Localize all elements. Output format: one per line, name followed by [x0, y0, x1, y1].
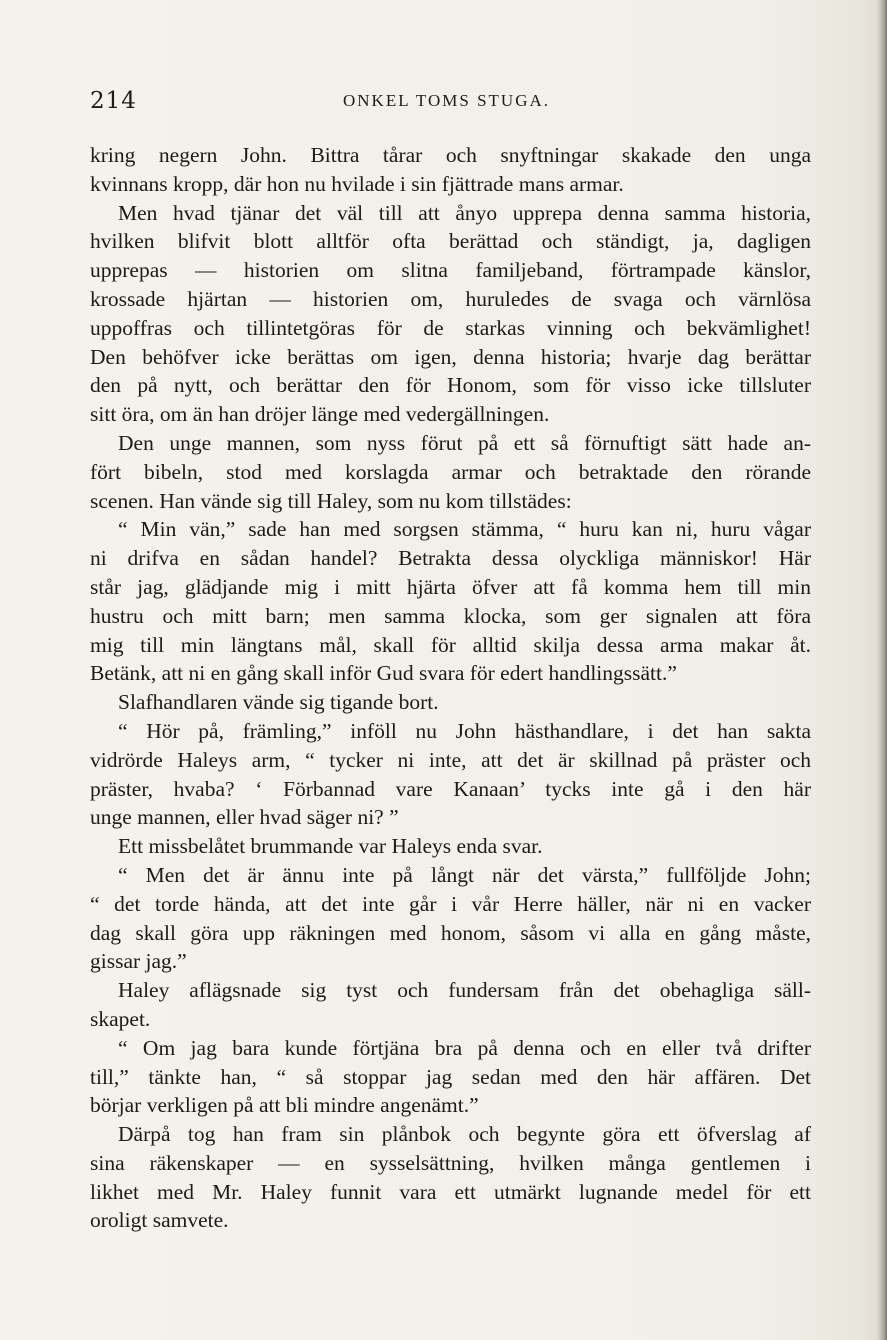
text-line: Den unge mannen, som nyss förut på ett så förnuftigt sätt hade an-: [118, 430, 811, 455]
text-line: står jag, glädjande mig i mitt hjärta öfver att få komma hem till min: [90, 574, 811, 599]
text-line: sina räkenskaper — en sysselsättning, hvilken många gentlemen i: [90, 1150, 811, 1175]
page-header: [90, 88, 790, 118]
text-line: “ det torde hända, att det inte går i vår Herre häller, när ni en vacker: [90, 891, 811, 916]
text-line: upprepas — historien om slitna familjeband, förtrampade känslor,: [90, 258, 811, 283]
text-line: scenen. Han vände sig till Haley, som nu kom tillstädes:: [90, 488, 572, 513]
text-line: kvinnans kropp, där hon nu hvilade i sin fjättrade mans armar.: [90, 171, 624, 196]
text-line: till,” tänkte han, “ så stoppar jag sedan med den här affären. Det: [90, 1064, 811, 1089]
text-line: den på nytt, och berättar den för Honom, som för visso icke tillsluter: [90, 373, 811, 398]
body-text: [90, 141, 811, 1235]
text-line: uppoffras och tillintetgöras för de starkas vinning och bekvämlighet!: [90, 315, 811, 340]
text-line: “ Men det är ännu inte på långt när det värsta,” fullföljde John;: [118, 862, 811, 887]
text-line: unge mannen, eller hvad säger ni? ”: [90, 805, 399, 830]
text-line: “ Min vän,” sade han med sorgsen stämma, “ huru kan ni, huru vågar: [118, 517, 811, 542]
text-line: krossade hjärtan — historien om, huruledes de svaga och värnlösa: [90, 286, 811, 311]
page-edge-shadow: [877, 0, 887, 1340]
text-line: sitt öra, om än han dröjer länge med vedergällningen.: [90, 402, 550, 427]
text-line: likhet med Mr. Haley funnit vara ett utmärkt lugnande medel för ett: [90, 1179, 811, 1204]
text-line: dag skall göra upp räkningen med honom, såsom vi alla en gång måste,: [90, 920, 811, 945]
text-line: vidrörde Haleys arm, “ tycker ni inte, att det är skillnad på präster och: [90, 747, 811, 772]
text-line: gissar jag.”: [90, 949, 187, 974]
text-line: Ett missbelåtet brummande var Haleys enda svar.: [118, 834, 543, 859]
text-line: hvilken blifvit blott alltför ofta berättad och ständigt, ja, dagligen: [90, 229, 811, 254]
text-line: skapet.: [90, 1006, 151, 1031]
running-title: ONKEL TOMS STUGA.: [343, 91, 551, 110]
text-line: börjar verkligen på att bli mindre angenämt.”: [90, 1093, 479, 1118]
text-line: Betänk, att ni en gång skall inför Gud svara för edert handlingssätt.”: [90, 661, 677, 686]
text-line: oroligt samvete.: [90, 1208, 229, 1233]
text-line: ni drifva en sådan handel? Betrakta dessa olyckliga människor! Här: [90, 546, 811, 571]
text-line: mig till min längtans mål, skall för alltid skilja dessa arma makar åt.: [90, 632, 811, 657]
text-line: “ Hör på, främling,” inföll nu John hästhandlare, i det han sakta: [118, 718, 811, 743]
text-line: Därpå tog han fram sin plånbok och begynte göra ett öfverslag af: [118, 1122, 811, 1147]
text-line: Haley aflägsnade sig tyst och fundersam från det obehagliga säll-: [118, 978, 811, 1003]
text-line: Den behöfver icke berättas om igen, denna historia; hvarje dag berättar: [90, 344, 811, 369]
page-number: 214: [90, 88, 137, 114]
text-line: “ Om jag bara kunde förtjäna bra på denna och en eller två drifter: [118, 1035, 811, 1060]
text-line: fört bibeln, stod med korslagda armar och betraktade den rörande: [90, 459, 811, 484]
text-line: kring negern John. Bittra tårar och snyftningar skakade den unga: [90, 143, 811, 167]
text-line: präster, hvaba? ‘ Förbannad vare Kanaan’ tycks inte gå i den här: [90, 776, 811, 801]
text-line: hustru och mitt barn; men samma klocka, som ger signalen att föra: [90, 603, 811, 628]
text-line: Slafhandlaren vände sig tigande bort.: [118, 690, 439, 715]
text-line: Men hvad tjänar det väl till att ånyo upprepa denna samma historia,: [118, 200, 811, 225]
